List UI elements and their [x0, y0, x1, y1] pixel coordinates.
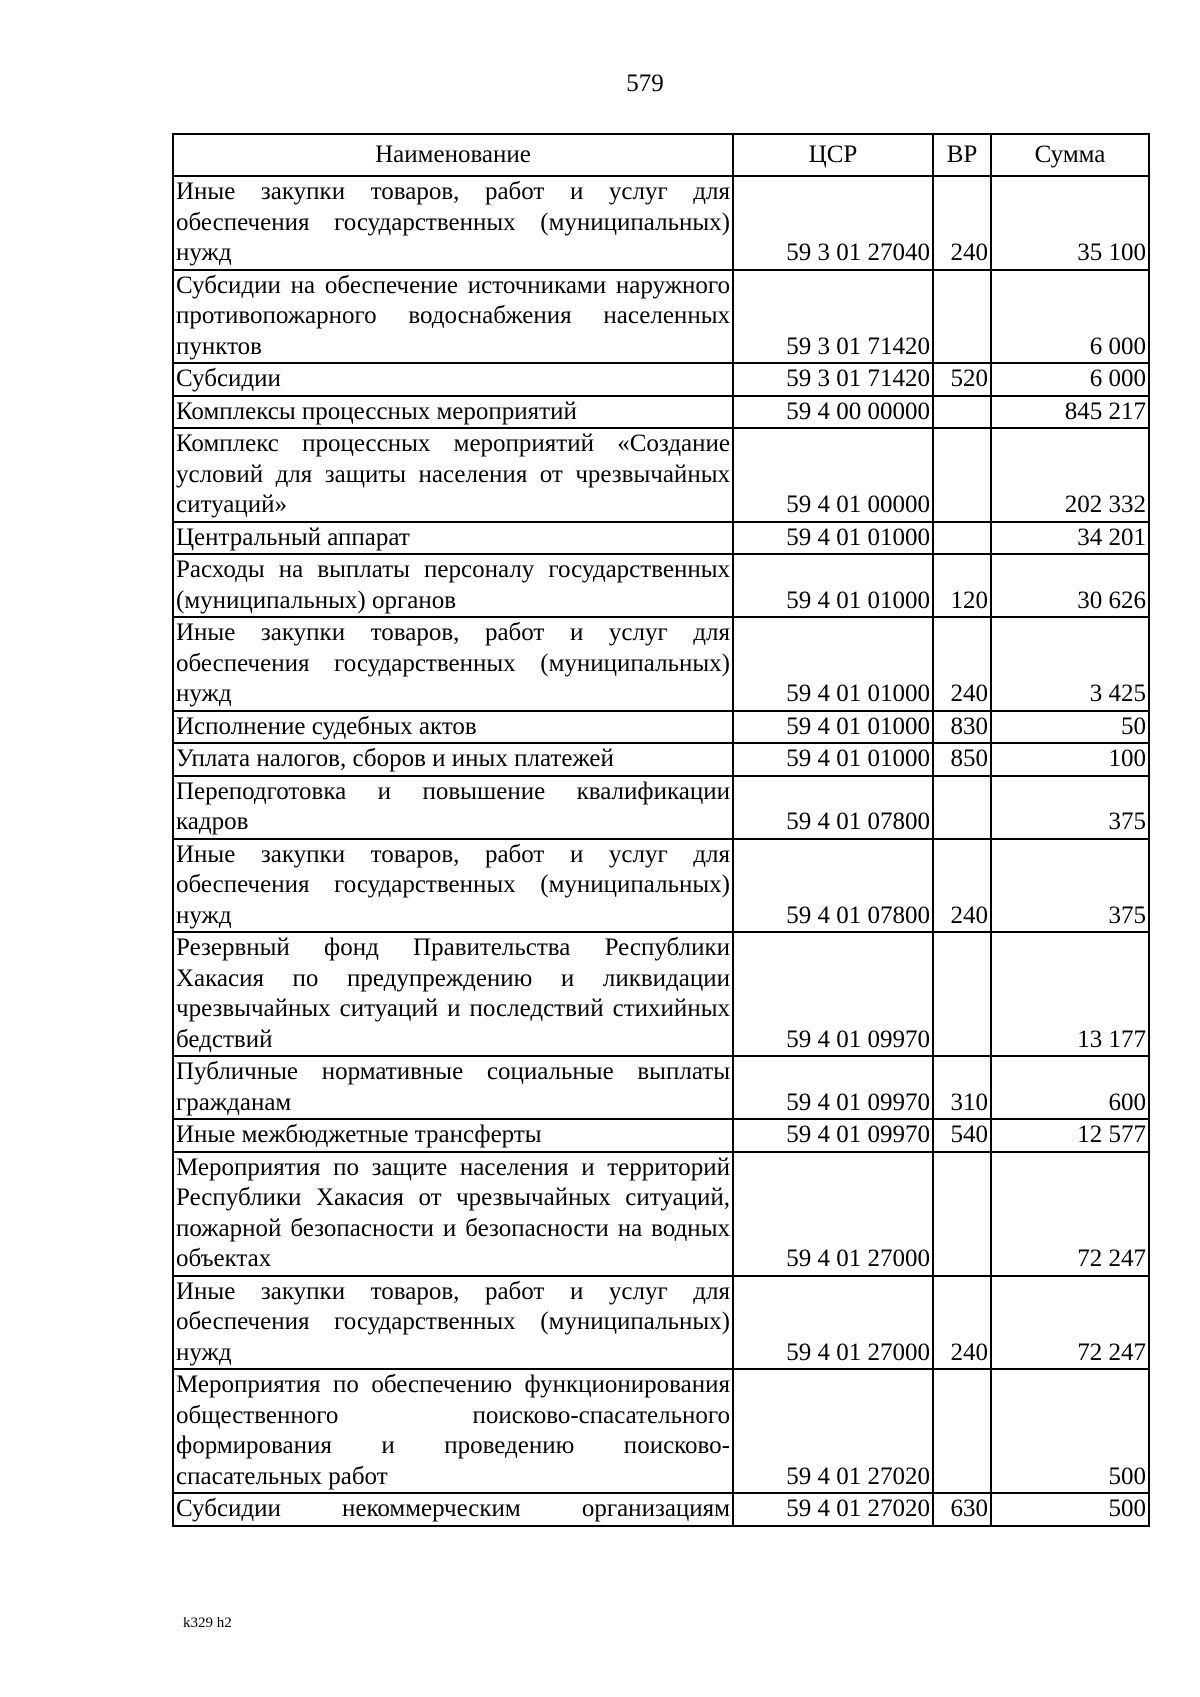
row-vr: 850: [933, 743, 991, 776]
row-name: Комплексы процессных мероприятий: [173, 396, 733, 429]
budget-table: [172, 133, 1150, 1527]
row-name: Комплекс процессных мероприятий «Создание условий для защиты населения от чрезвычайных ситуаций»: [173, 428, 733, 522]
row-vr: [933, 270, 991, 364]
row-sum: 13 177: [991, 932, 1149, 1056]
table-row: [173, 932, 1149, 1056]
row-csr: 59 3 01 71420: [733, 363, 933, 396]
header-csr: ЦСР: [733, 134, 933, 176]
row-csr: 59 4 01 01000: [733, 711, 933, 744]
table-row: [173, 1056, 1149, 1119]
row-sum: 72 247: [991, 1276, 1149, 1370]
row-vr: [933, 428, 991, 522]
row-vr: 630: [933, 1493, 991, 1526]
row-csr: 59 4 01 07800: [733, 839, 933, 933]
row-sum: 600: [991, 1056, 1149, 1119]
row-csr: 59 4 00 00000: [733, 396, 933, 429]
row-vr: 240: [933, 839, 991, 933]
row-name: Расходы на выплаты персоналу государственных (муниципальных) органов: [173, 554, 733, 617]
table-row: [173, 522, 1149, 555]
row-vr: 240: [933, 617, 991, 711]
row-name: Субсидии: [173, 363, 733, 396]
row-csr: 59 4 01 09970: [733, 1119, 933, 1152]
header-name: Наименование: [173, 134, 733, 176]
row-csr: 59 4 01 09970: [733, 932, 933, 1056]
table-header-row: [173, 134, 1149, 176]
row-name: Мероприятия по обеспечению функционирования общественного поисково-спасательного формирования и проведению поисково-спасательных работ: [173, 1369, 733, 1493]
row-vr: [933, 396, 991, 429]
row-vr: [933, 522, 991, 555]
table-row: [173, 554, 1149, 617]
row-name: Иные закупки товаров, работ и услуг для обеспечения государственных (муниципальных) нужд: [173, 1276, 733, 1370]
table-row: [173, 1119, 1149, 1152]
row-vr: [933, 1152, 991, 1276]
row-sum: 3 425: [991, 617, 1149, 711]
row-vr: 540: [933, 1119, 991, 1152]
row-vr: 520: [933, 363, 991, 396]
row-vr: [933, 1369, 991, 1493]
row-sum: 375: [991, 839, 1149, 933]
row-sum: 6 000: [991, 270, 1149, 364]
row-name: Субсидии на обеспечение источниками наружного противопожарного водоснабжения населенных пунктов: [173, 270, 733, 364]
row-name: Мероприятия по защите населения и территорий Республики Хакасия от чрезвычайных ситуаций, пожарной безопасности и безопасности на водных объектах: [173, 1152, 733, 1276]
row-vr: 240: [933, 1276, 991, 1370]
header-vr: ВР: [933, 134, 991, 176]
footer-document-code: k329 h2: [183, 1615, 232, 1631]
row-name: Публичные нормативные социальные выплаты гражданам: [173, 1056, 733, 1119]
row-sum: 845 217: [991, 396, 1149, 429]
table-row: [173, 396, 1149, 429]
row-sum: 35 100: [991, 176, 1149, 270]
row-sum: 500: [991, 1493, 1149, 1526]
row-sum: 100: [991, 743, 1149, 776]
table-row: [173, 270, 1149, 364]
row-csr: 59 4 01 09970: [733, 1056, 933, 1119]
row-vr: [933, 932, 991, 1056]
row-csr: 59 4 01 27020: [733, 1493, 933, 1526]
header-sum: Сумма: [991, 134, 1149, 176]
row-vr: 310: [933, 1056, 991, 1119]
row-name: Иные закупки товаров, работ и услуг для обеспечения государственных (муниципальных) нужд: [173, 839, 733, 933]
row-name: Центральный аппарат: [173, 522, 733, 555]
row-vr: 240: [933, 176, 991, 270]
row-name: Иные закупки товаров, работ и услуг для обеспечения государственных (муниципальных) нужд: [173, 617, 733, 711]
table-row: [173, 617, 1149, 711]
table-row: [173, 776, 1149, 839]
row-csr: 59 4 01 07800: [733, 776, 933, 839]
table-row: [173, 363, 1149, 396]
row-name: Субсидии некоммерческим организациям: [173, 1493, 733, 1526]
row-csr: 59 3 01 27040: [733, 176, 933, 270]
table-row: [173, 176, 1149, 270]
row-vr: 120: [933, 554, 991, 617]
row-sum: 202 332: [991, 428, 1149, 522]
table-row: [173, 839, 1149, 933]
page-number: 579: [626, 70, 664, 97]
row-sum: 500: [991, 1369, 1149, 1493]
table-row: [173, 743, 1149, 776]
row-sum: 6 000: [991, 363, 1149, 396]
table-row: [173, 1369, 1149, 1493]
row-sum: 30 626: [991, 554, 1149, 617]
row-csr: 59 4 01 27000: [733, 1276, 933, 1370]
row-csr: 59 4 01 01000: [733, 617, 933, 711]
row-vr: [933, 776, 991, 839]
table-row: [173, 1276, 1149, 1370]
row-csr: 59 4 01 01000: [733, 522, 933, 555]
table-row: [173, 1152, 1149, 1276]
row-csr: 59 4 01 27000: [733, 1152, 933, 1276]
row-sum: 50: [991, 711, 1149, 744]
row-sum: 34 201: [991, 522, 1149, 555]
row-vr: 830: [933, 711, 991, 744]
row-name: Переподготовка и повышение квалификации кадров: [173, 776, 733, 839]
row-sum: 12 577: [991, 1119, 1149, 1152]
table-row: [173, 428, 1149, 522]
row-name: Иные закупки товаров, работ и услуг для обеспечения государственных (муниципальных) нужд: [173, 176, 733, 270]
table-row: [173, 711, 1149, 744]
row-csr: 59 4 01 27020: [733, 1369, 933, 1493]
row-sum: 72 247: [991, 1152, 1149, 1276]
row-name: Исполнение судебных актов: [173, 711, 733, 744]
row-name: Иные межбюджетные трансферты: [173, 1119, 733, 1152]
row-csr: 59 3 01 71420: [733, 270, 933, 364]
row-csr: 59 4 01 00000: [733, 428, 933, 522]
table-row: [173, 1493, 1149, 1526]
row-name: Уплата налогов, сборов и иных платежей: [173, 743, 733, 776]
row-csr: 59 4 01 01000: [733, 743, 933, 776]
row-csr: 59 4 01 01000: [733, 554, 933, 617]
row-name: Резервный фонд Правительства Республики Хакасия по предупреждению и ликвидации чрезвычайных ситуаций и последствий стихийных бедствий: [173, 932, 733, 1056]
row-sum: 375: [991, 776, 1149, 839]
